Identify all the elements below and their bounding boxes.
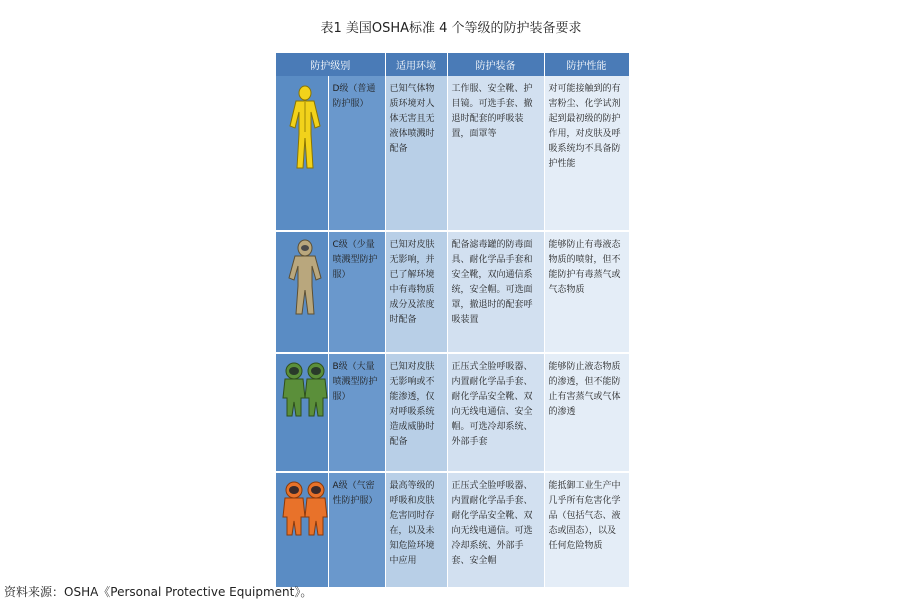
table-caption: 表1 美国OSHA标准 4 个等级的防护装备要求 [320,21,582,36]
equipment-cell: 工作服、安全靴、护目镜。可选手套、撤退时配套的呼吸装置，面罩等 [447,76,544,231]
b-level-suit-image [276,353,328,472]
environment-cell: 已知对皮肤无影响或不能渗透，仅对呼吸系统造成威胁时配备 [385,353,447,472]
header-environment: 适用环境 [385,53,447,76]
table-row [276,472,629,588]
protection-level-table [276,53,630,589]
hazmat-suit-icon [280,238,330,318]
header-performance: 防护性能 [544,53,629,76]
level-label: C级（少量喷溅型防护服） [328,231,385,353]
performance-cell: 对可能接触到的有害粉尘、化学试剂起到最初级的防护作用，对皮肤及呼吸系统均不具备防护性能 [544,76,629,231]
equipment-cell: 正压式全脸呼吸器、内置耐化学品手套、耐化学品安全靴、双向无线电通信。可选冷却系统、外部手套、安全帽 [447,472,544,588]
c-level-suit-image [276,231,328,353]
header-level: 防护级别 [276,53,385,76]
a-level-suit-image [276,472,328,588]
equipment-cell: 配备滤毒罐的防毒面具、耐化学品手套和安全靴，双向通信系统，安全帽。可选面罩，撤退时的配套呼吸装置 [447,231,544,353]
hazmat-suit-icon [280,360,330,420]
table-header-row [276,53,629,76]
environment-cell: 已知气体物质环境对人体无害且无液体喷溅时配备 [385,76,447,231]
performance-cell: 能够防止有毒液态物质的喷射，但不能防护有毒蒸气或气态物质 [544,231,629,353]
environment-cell: 最高等级的呼吸和皮肤危害同时存在，以及未知危险环境中应用 [385,472,447,588]
source-note: 资料来源：OSHA《Personal Protective Equipment》。 [4,585,313,599]
table-row [276,353,629,472]
level-label: B级（大量喷溅型防护服） [328,353,385,472]
performance-cell: 能够防止液态物质的渗透，但不能防止有害蒸气或气体的渗透 [544,353,629,472]
table-row [276,76,629,231]
table-row [276,231,629,353]
hazmat-suit-icon [280,479,330,539]
performance-cell: 能抵御工业生产中几乎所有危害化学品（包括气态、液态或固态），以及任何危险物质 [544,472,629,588]
level-label: A级（气密性防护服） [328,472,385,588]
header-equipment: 防护装备 [447,53,544,76]
hazmat-suit-icon [280,82,330,172]
environment-cell: 已知对皮肤无影响，并已了解环境中有毒物质成分及浓度时配备 [385,231,447,353]
d-level-suit-image [276,76,328,231]
equipment-cell: 正压式全脸呼吸器、内置耐化学品手套、耐化学品安全靴、双向无线电通信、安全帽。可选冷却系统、外部手套 [447,353,544,472]
level-label: D级（普通防护服） [328,76,385,231]
